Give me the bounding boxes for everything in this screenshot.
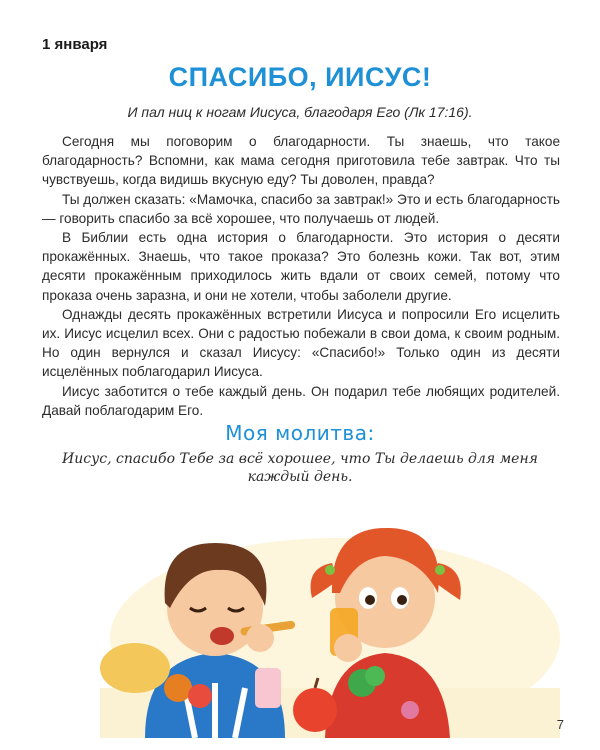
girl-pupil-right <box>397 595 407 605</box>
paragraph: Иисус заботится о тебе каждый день. Он подарил тебе любящих родителей. Давай поблагодарим Его. <box>42 383 560 418</box>
paragraph: Ты должен сказать: «Мамочка, спасибо за завтрак!» Это и есть благодарность — говорить спасибо за всё хорошее, что получаешь от людей. <box>42 191 560 226</box>
body-text <box>42 132 560 420</box>
girl-hairband-left <box>325 565 335 575</box>
bread-roll <box>100 643 170 693</box>
bible-verse: И пал ниц к ногам Иисуса, благодаря Его (Лк 17:16). <box>127 104 473 120</box>
boy-hand <box>246 624 274 652</box>
paragraph: Сегодня мы поговорим о благодарности. Ты знаешь, что такое благодарность? Вспомни, как мама сегодня приготовила тебе завтрак. Что ты чувствуешь, когда видишь вкусную еду? Ты доволен, правда? <box>42 134 560 188</box>
page-number: 7 <box>556 717 564 732</box>
boy-mouth <box>210 627 234 645</box>
apple <box>293 688 337 732</box>
children-breakfast-illustration <box>100 488 560 738</box>
paragraph: В Библии есть одна история о благодарности. Это история о десяти прокажённых. Знаешь, что такое проказа? Это болезнь кожи. Так вот, этим десяти прокажённым приходилось жить вдали от своих семей, потому что проказа очень заразна, и они не хотели, чтобы заболели другие. <box>42 230 560 303</box>
prayer-heading: Моя молитва: <box>225 421 375 445</box>
girl-pupil-left <box>365 595 375 605</box>
girl-hairband-right <box>435 565 445 575</box>
broccoli-top <box>365 666 385 686</box>
bun <box>164 674 192 702</box>
date-heading: 1 января <box>42 36 108 53</box>
paragraph: Однажды десять прокажённых встретили Иисуса и попросили Его исцелить их. Иисус исцелил всех. Они с радостью побежали в свои дома, к своим родным. Но один вернулся и сказал Иисусу: «Спасибо!» Только один из десяти исцелённых поблагодарил Иисуса. <box>42 306 560 380</box>
girl-hand <box>334 634 362 662</box>
spoon-pink <box>401 701 419 719</box>
milk-glass <box>255 668 281 708</box>
tomato <box>188 684 212 708</box>
prayer-text: Иисус, спасибо Тебе за всё хорошее, что Ты делаешь для меня каждый день. <box>62 451 538 485</box>
page-title: СПАСИБО, ИИСУС! <box>168 62 432 92</box>
